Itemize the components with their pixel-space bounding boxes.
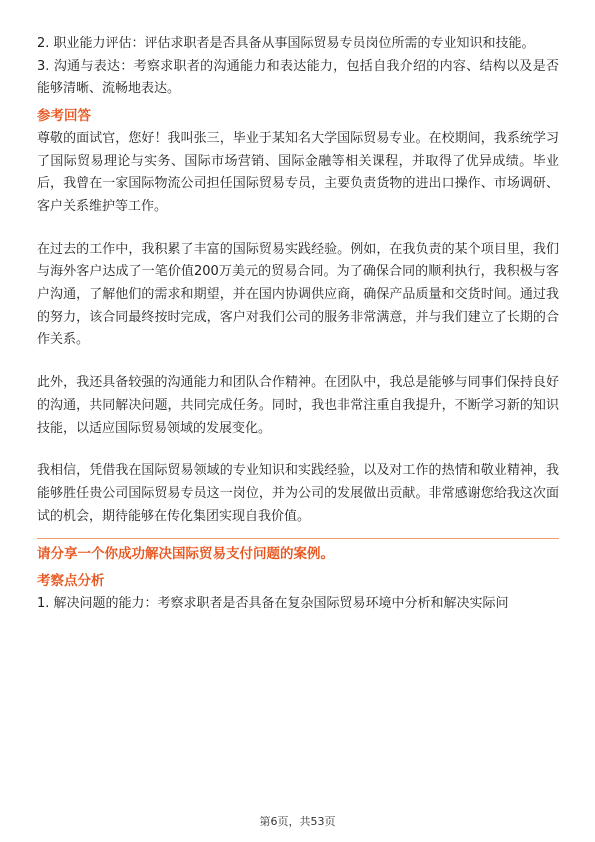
answer-paragraph: 此外，我还具备较强的沟通能力和团队合作精神。在团队中，我总是能够与同事们保持良好的沟通，共同解决问题，共同完成任务。同时，我也非常注重自我提升，不断学习新的知识技能，以适应国际贸易领域的发展变化。 xyxy=(37,375,559,436)
answer-paragraph: 在过去的工作中，我积累了丰富的国际贸易实践经验。例如，在我负责的某个项目里，我们与海外客户达成了一笔价值200万美元的贸易合同。为了确保合同的顺利执行，我积极与客户沟通，了解他们的需求和期望，并在国内协调供应商，确保产品质量和交货时间。通过我的努力，该合同最终按时完成，客户对我们公司的服务非常满意，并与我们建立了长期的合作关系。 xyxy=(37,241,559,348)
criteria-item: 2. 职业能力评估：评估求职者是否具备从事国际贸易专员岗位所需的专业知识和技能。 xyxy=(37,36,535,51)
answer-heading: 参考回答 xyxy=(37,108,91,125)
analysis-heading: 考察点分析 xyxy=(37,573,105,590)
answer-paragraph: 尊敬的面试官，您好！我叫张三，毕业于某知名大学国际贸易专业。在校期间，我系统学习了国际贸易理论与实务、国际市场营销、国际金融等相关课程，并取得了优异成绩。毕业后，我曾在一家国际物流公司担任国际贸易专员，主要负责货物的进出口操作、市场调研、客户关系维护等工作。 xyxy=(37,130,559,214)
page-content xyxy=(37,33,559,615)
answer-paragraph: 我相信，凭借我在国际贸易领域的专业知识和实践经验，以及对工作的热情和敬业精神，我能够胜任贵公司国际贸易专员这一岗位，并为公司的发展做出贡献。非常感谢您给我这次面试的机会，期待能够在传化集团实现自我价值。 xyxy=(37,463,559,524)
criteria-item: 3. 沟通与表达：考察求职者的沟通能力和表达能力，包括自我介绍的内容、结构以及是否能够清晰、流畅地表达。 xyxy=(37,58,559,97)
interview-question: 请分享一个你成功解决国际贸易支付问题的案例。 xyxy=(37,546,334,563)
page-footer: 第6页，共53页 xyxy=(259,815,336,828)
section-divider xyxy=(37,538,559,539)
analysis-item: 1. 解决问题的能力：考察求职者是否具备在复杂国际贸易环境中分析和解决实际问 xyxy=(37,595,509,611)
